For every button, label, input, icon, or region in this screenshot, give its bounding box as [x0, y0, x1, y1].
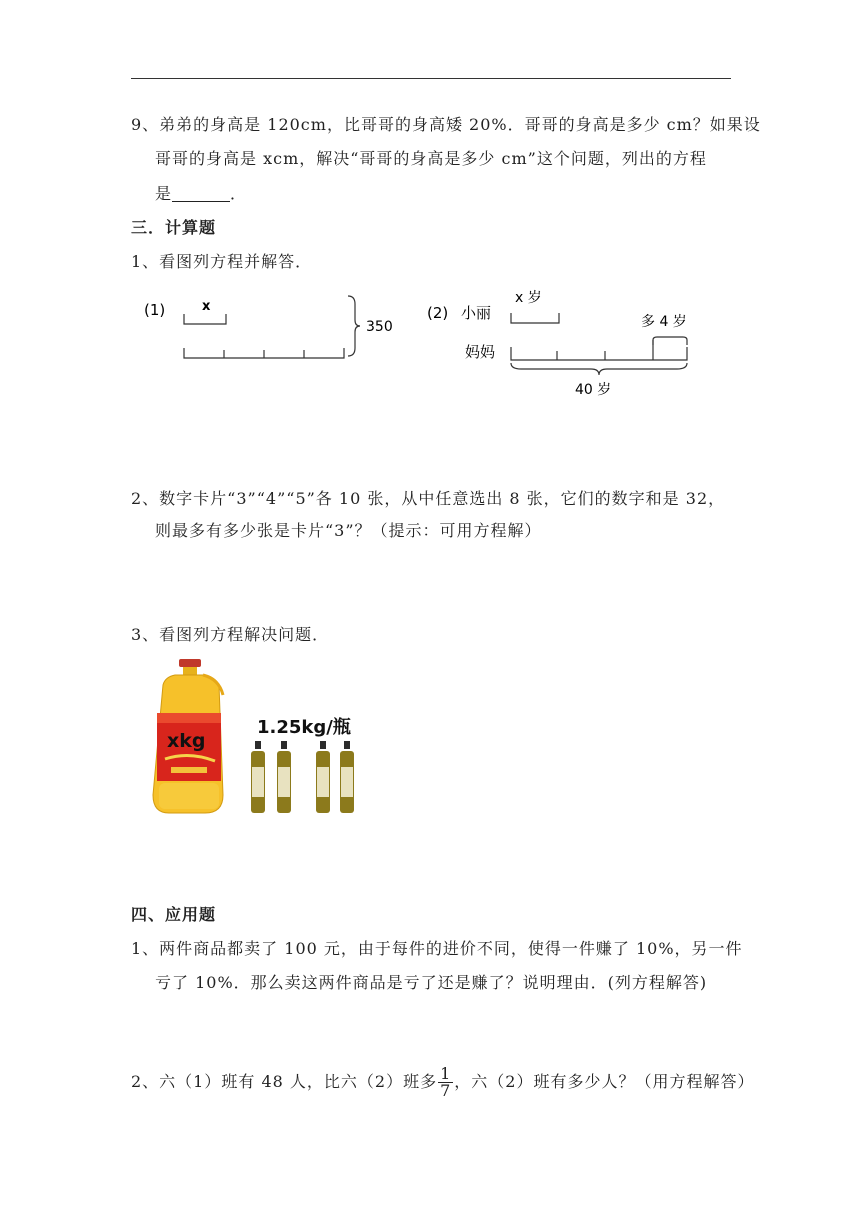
fig2-total: 40 岁	[575, 382, 612, 398]
fraction	[438, 1066, 453, 1099]
fraction-denominator: 7	[440, 1081, 452, 1100]
big-oil-bottle	[153, 659, 223, 813]
section3-q1: 1、看图列方程并解答．	[131, 252, 313, 271]
oil-bottles-image	[145, 655, 375, 820]
fig2-var: x 岁	[515, 290, 542, 306]
q2-pre: 2、六（1）班有 48 人，比六（2）班多	[131, 1072, 438, 1091]
fig1-total: 350	[366, 319, 393, 335]
fig2-name-a: 小丽	[461, 304, 492, 322]
section4-q1-line1: 1、两件商品都卖了 100 元，由于每件的进价不同，使得一件赚了 10%，另一件	[131, 939, 743, 958]
section3-q2-line1: 2、数字卡片“3”“4”“5”各 10 张，从中任意选出 8 张，它们的数字和是 32，	[131, 489, 726, 508]
small-bottle-label: 1.25kg/瓶	[257, 717, 351, 738]
small-oil-bottle-1	[251, 741, 265, 813]
line-segment-diagram-1	[140, 290, 400, 370]
fraction-numerator: 1	[440, 1064, 452, 1083]
section3-q3: 3、看图列方程解决问题．	[131, 625, 330, 644]
section4-q1-line2: 亏了 10%．那么卖这两件商品是亏了还是赚了？说明理由．(列方程解答)	[155, 973, 708, 992]
q2-post: ，六（2）班有多少人？（用方程解答）	[454, 1072, 755, 1091]
fig2-more: 多 4 岁	[641, 314, 687, 330]
section3-q2-line2: 则最多有多少张是卡片“3”？（提示：可用方程解）	[155, 521, 542, 540]
q9-line3	[155, 181, 247, 204]
q9-line3-text: 是	[155, 184, 173, 203]
bottom-brace	[511, 363, 687, 375]
q9-line1: 9、弟弟的身高是 120cm，比哥哥的身高矮 20%．哥哥的身高是多少 cm？如果设	[131, 115, 761, 134]
xiaoli-segment	[511, 313, 559, 323]
right-brace	[348, 296, 360, 356]
answer-blank	[172, 185, 230, 202]
line-segment-diagram-2	[425, 285, 715, 400]
x-segment	[184, 314, 226, 324]
q9-line3-end: ．	[230, 184, 248, 203]
section4-title: 四、应用题	[131, 905, 217, 924]
fig2-name-b: 妈妈	[465, 343, 496, 361]
section3-title: 三．计算题	[131, 218, 217, 237]
small-oil-bottle-2	[277, 741, 291, 813]
fig1-var: x	[202, 299, 211, 314]
header-rule	[131, 78, 731, 79]
extra-brace	[653, 337, 687, 345]
small-oil-bottle-4	[340, 741, 354, 813]
section4-q2	[131, 1066, 754, 1099]
big-bottle-label: xkg	[167, 730, 206, 752]
fig1-label: (1)	[144, 301, 166, 319]
q9-line2: 哥哥的身高是 xcm，解决“哥哥的身高是多少 cm”这个问题，列出的方程	[155, 149, 707, 168]
small-oil-bottle-3	[316, 741, 330, 813]
fig2-label: (2)	[427, 304, 449, 322]
mom-segment	[511, 347, 687, 360]
